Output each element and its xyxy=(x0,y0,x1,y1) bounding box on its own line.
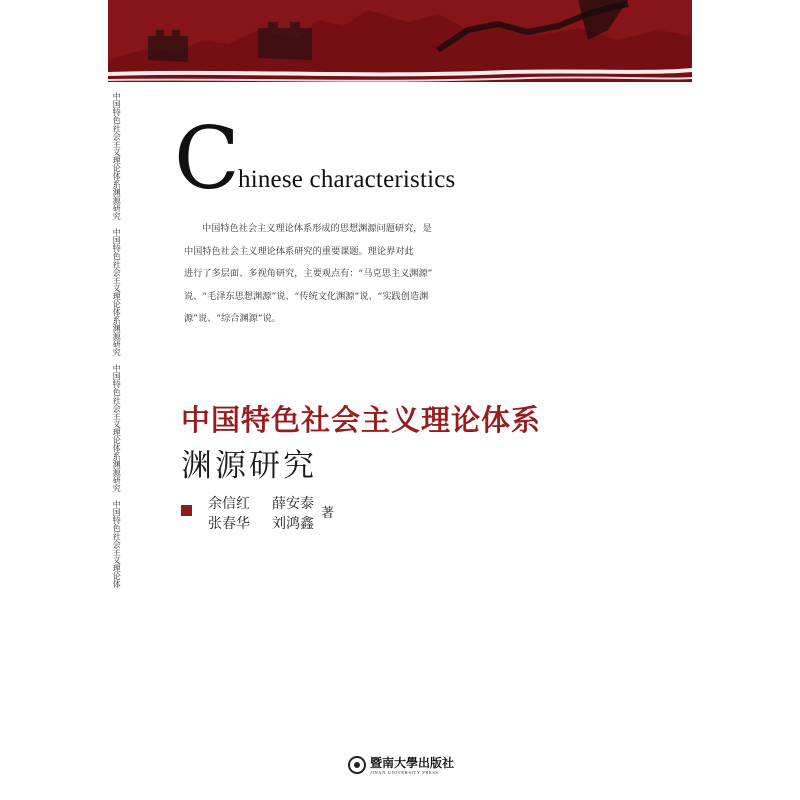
cover-blurb xyxy=(184,218,460,331)
author-bullet-square xyxy=(181,505,192,516)
author-name: 张春华 xyxy=(208,516,250,532)
blurb-line: 中国特色社会主义理论体系形成的思想渊源问题研究，是 xyxy=(202,223,432,234)
publisher-english-name: JINAN UNIVERSITY PRESS xyxy=(370,770,439,775)
publisher-logo-icon xyxy=(348,756,366,774)
author-name: 薛安泰 xyxy=(272,496,314,512)
blurb-line: 中国特色社会主义理论体系研究的重要课题。理论界对此 xyxy=(184,245,414,257)
blurb-line: 进行了多层面、多视角研究，主要观点有：“马克思主义渊源” xyxy=(184,268,433,280)
author-name: 余信红 xyxy=(208,496,250,512)
english-title-initial: C xyxy=(174,109,240,209)
blurb-line: 说、“毛泽东思想渊源”说、“传统文化渊源”说、“实践创造渊 xyxy=(184,290,429,302)
book-title: 中国特色社会主义理论体系 xyxy=(181,403,542,437)
book-cover xyxy=(108,0,692,800)
author-row xyxy=(208,494,336,514)
spine-title-text: 中国特色社会主义理论体系渊源研究 中国特色社会主义理论体系渊源研究 中国特色社会主义理论体系渊源研究 中国特色社会主义理论体 xyxy=(112,92,122,588)
cover-banner-image xyxy=(108,0,692,86)
author-list xyxy=(208,494,336,534)
authorship-mark: 著 xyxy=(321,506,335,521)
publisher-block xyxy=(348,754,454,775)
publisher-name: 暨南大學出版社 xyxy=(370,756,455,770)
author-row xyxy=(208,514,336,534)
spine-text-column xyxy=(111,92,125,800)
blurb-line: 源”说、“综合渊源”说。 xyxy=(184,313,281,325)
book-title-line2: 渊源研究 xyxy=(181,448,317,484)
english-title-rest: hinese characteristics xyxy=(238,166,456,193)
great-wall-illustration xyxy=(108,0,692,86)
author-name: 刘鸿鑫 xyxy=(272,516,314,532)
